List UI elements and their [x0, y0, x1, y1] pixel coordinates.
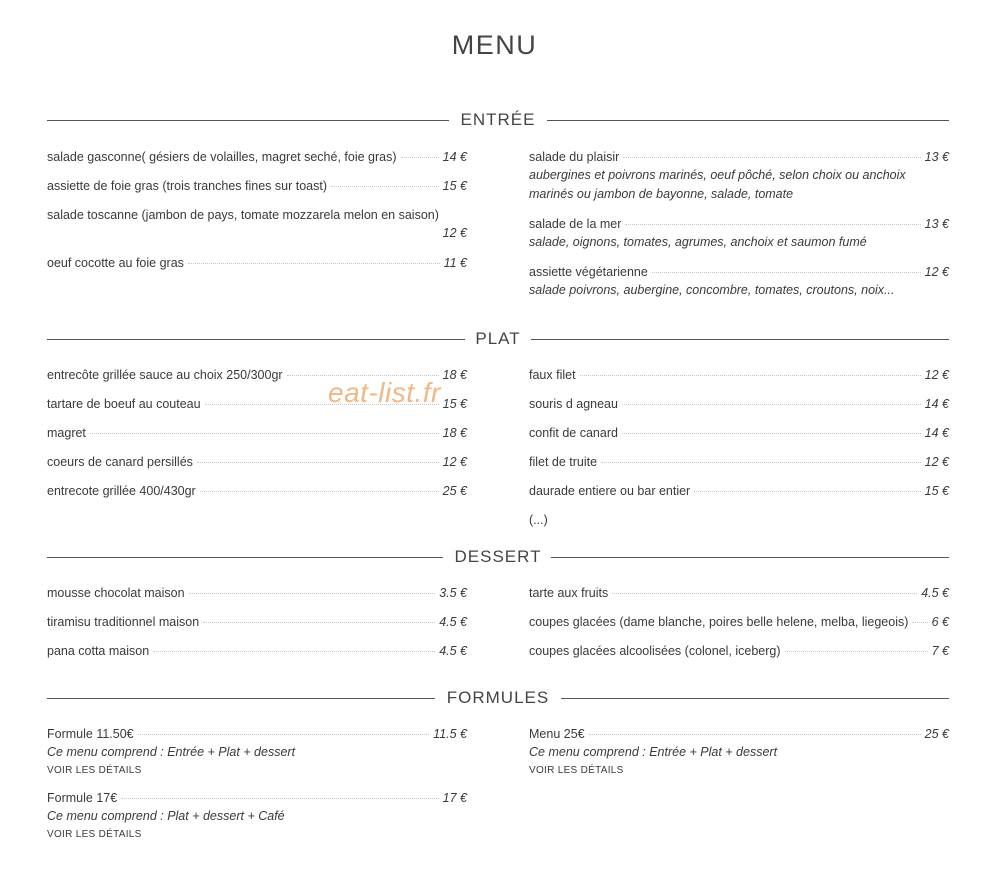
menu-item — [529, 366, 949, 384]
item-name: tartare de boeuf au couteau — [47, 397, 201, 411]
plat-right-column — [529, 366, 949, 540]
item-name: faux filet — [529, 368, 576, 382]
dotted-leader — [331, 186, 439, 187]
item-name: salade gasconne( gésiers de volailles, magret seché, foie gras) — [47, 150, 397, 164]
item-name: Menu 25€ — [529, 727, 585, 741]
item-name: souris d agneau — [529, 397, 618, 411]
menu-item — [47, 642, 467, 660]
item-price: 14 € — [924, 426, 949, 440]
menu-item — [529, 482, 949, 500]
menu-item — [529, 453, 949, 471]
dotted-leader — [197, 462, 439, 463]
item-price: 7 € — [931, 644, 949, 658]
menu-item — [47, 206, 467, 243]
dotted-leader — [694, 491, 920, 492]
item-price: 12 € — [442, 226, 467, 240]
dotted-leader — [401, 157, 439, 158]
item-name: coupes glacées alcoolisées (colonel, iceberg) — [529, 644, 781, 658]
dotted-leader — [121, 798, 438, 799]
item-price: 18 € — [442, 368, 467, 382]
item-name: confit de canard — [529, 426, 618, 440]
item-price: 6 € — [931, 615, 949, 629]
dotted-leader — [153, 651, 435, 652]
item-price: 12 € — [924, 265, 949, 279]
menu-item — [47, 482, 467, 500]
item-price: 11 € — [443, 256, 467, 270]
menu-item — [529, 263, 949, 300]
item-name: entrecôte grillée sauce au choix 250/300gr — [47, 368, 283, 382]
menu-item — [529, 725, 949, 779]
menu-item — [529, 584, 949, 602]
divider-line — [551, 557, 949, 558]
item-price: 4.5 € — [439, 615, 467, 629]
dotted-leader — [138, 734, 430, 735]
item-name: salade toscanne (jambon de pays, tomate mozzarela melon en saison) — [47, 208, 439, 222]
dotted-leader — [580, 375, 921, 376]
menu-item-more — [529, 511, 949, 529]
dotted-leader — [189, 593, 436, 594]
section-heading-plat — [47, 328, 949, 350]
item-name: tarte aux fruits — [529, 586, 609, 600]
item-name: coeurs de canard persillés — [47, 455, 193, 469]
divider-line — [547, 120, 949, 121]
dotted-leader — [912, 622, 927, 623]
item-name: Formule 17€ — [47, 791, 118, 805]
page-title: MENU — [451, 30, 538, 60]
item-name: assiette de foie gras (trois tranches fines sur toast) — [47, 179, 327, 193]
item-price: 14 € — [442, 150, 467, 164]
menu-item — [47, 177, 467, 195]
item-price: 12 € — [442, 455, 467, 469]
item-description: Ce menu comprend : Entrée + Plat + dessert — [529, 745, 778, 759]
item-name: tiramisu traditionnel maison — [47, 615, 200, 629]
watermark: eat-list.fr — [328, 377, 441, 408]
item-price: 15 € — [442, 397, 467, 411]
menu-item — [529, 148, 949, 204]
item-name: pana cotta maison — [47, 644, 150, 658]
menu-item — [529, 642, 949, 660]
item-price: 15 € — [924, 484, 949, 498]
item-description: aubergines et poivrons marinés, oeuf pôché, selon choix ou anchoix marinés ou jambon de bayonne, salade, tomate — [529, 168, 906, 201]
item-price: 18 € — [442, 426, 467, 440]
section-heading-formules — [47, 687, 949, 709]
item-price: 17 € — [442, 791, 467, 805]
menu-item — [47, 424, 467, 442]
menu-item — [47, 254, 467, 272]
menu-item — [47, 584, 467, 602]
divider-line — [531, 339, 949, 340]
dotted-leader — [622, 433, 921, 434]
menu-item — [47, 789, 467, 843]
item-name: daurade entiere ou bar entier — [529, 484, 691, 498]
item-description: salade, oignons, tomates, agrumes, anchoix et saumon fumé — [529, 235, 867, 249]
dotted-leader — [601, 462, 921, 463]
entree-left-column — [47, 148, 467, 283]
section-title: FORMULES — [446, 688, 550, 707]
dotted-leader — [622, 404, 921, 405]
dotted-leader — [612, 593, 917, 594]
entree-right-column — [529, 148, 949, 311]
item-name: salade de la mer — [529, 217, 622, 231]
item-name: oeuf cocotte au foie gras — [47, 256, 184, 270]
formules-left-column — [47, 725, 467, 854]
formules-right-column — [529, 725, 949, 790]
dotted-leader — [589, 734, 921, 735]
item-name: magret — [47, 426, 86, 440]
dotted-leader — [785, 651, 928, 652]
item-description: Ce menu comprend : Entrée + Plat + dessert — [47, 745, 296, 759]
dessert-left-column — [47, 584, 467, 671]
menu-item — [47, 148, 467, 166]
item-price: 12 € — [924, 368, 949, 382]
item-name: salade du plaisir — [529, 150, 620, 164]
menu-item — [47, 453, 467, 471]
dotted-leader — [200, 491, 439, 492]
item-price: 4.5 € — [921, 586, 949, 600]
item-name: entrecote grillée 400/430gr — [47, 484, 196, 498]
item-price: 13 € — [924, 217, 949, 231]
item-description: salade poivrons, aubergine, concombre, tomates, croutons, noix... — [529, 283, 895, 297]
item-price: 3.5 € — [439, 586, 467, 600]
view-details-link[interactable]: VOIR LES DÉTAILS — [47, 829, 142, 840]
dotted-leader — [90, 433, 439, 434]
item-price: 4.5 € — [439, 644, 467, 658]
more-items-ellipsis: (...) — [529, 513, 548, 527]
dotted-leader — [625, 224, 920, 225]
menu-item — [529, 395, 949, 413]
item-price: 14 € — [924, 397, 949, 411]
section-heading-entree — [47, 109, 949, 131]
item-description: Ce menu comprend : Plat + dessert + Café — [47, 809, 285, 823]
dotted-leader — [287, 375, 439, 376]
section-title: DESSERT — [454, 547, 542, 566]
item-price: 15 € — [442, 179, 467, 193]
item-name: filet de truite — [529, 455, 598, 469]
dotted-leader — [623, 157, 920, 158]
section-title: PLAT — [475, 329, 521, 348]
item-price: 13 € — [924, 150, 949, 164]
dotted-leader — [188, 263, 440, 264]
divider-line — [561, 698, 949, 699]
item-price: 25 € — [442, 484, 467, 498]
item-price: 12 € — [924, 455, 949, 469]
item-price: 25 € — [924, 727, 949, 741]
menu-item — [47, 725, 467, 779]
item-name: Formule 11.50€ — [47, 727, 134, 741]
menu-item — [47, 613, 467, 631]
menu-item — [529, 613, 949, 631]
view-details-link[interactable]: VOIR LES DÉTAILS — [529, 765, 624, 776]
view-details-link[interactable]: VOIR LES DÉTAILS — [47, 765, 142, 776]
item-name: mousse chocolat maison — [47, 586, 185, 600]
item-name: assiette végétarienne — [529, 265, 648, 279]
dotted-leader — [652, 272, 921, 273]
menu-item — [529, 424, 949, 442]
section-title: ENTRÉE — [460, 110, 536, 129]
menu-item — [529, 215, 949, 252]
dessert-right-column — [529, 584, 949, 671]
section-heading-dessert — [47, 546, 949, 568]
dotted-leader — [203, 622, 435, 623]
item-price: 11.5 € — [433, 727, 467, 741]
item-name: coupes glacées (dame blanche, poires belle helene, melba, liegeois) — [529, 615, 909, 629]
